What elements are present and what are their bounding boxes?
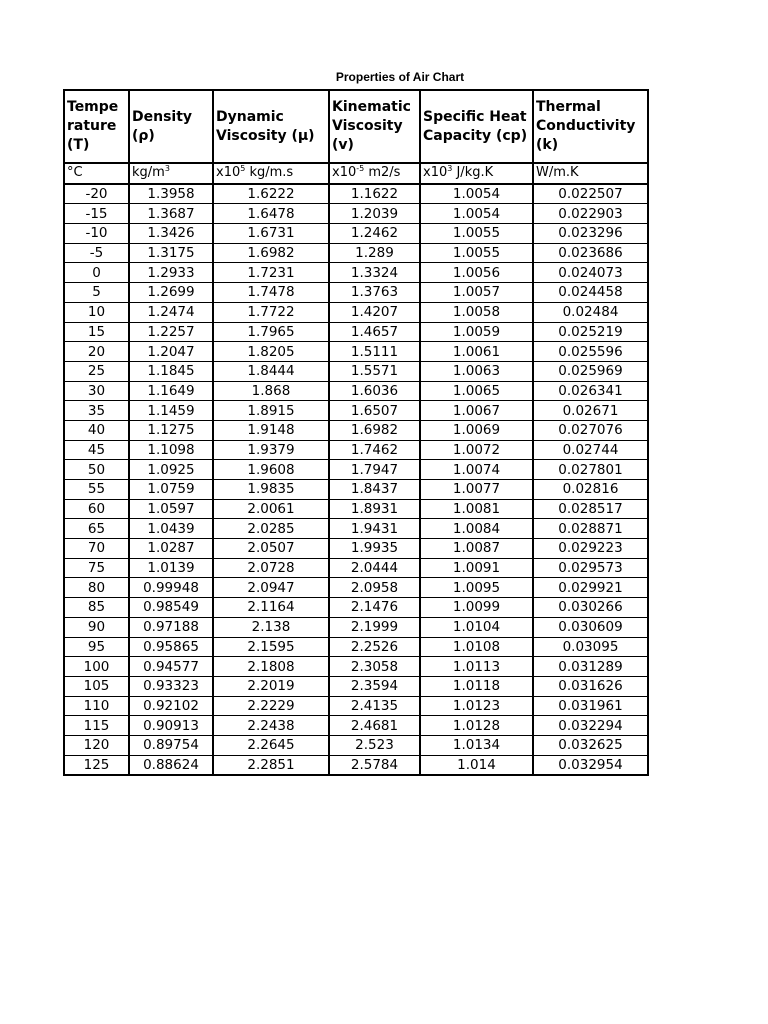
table-cell: 1.289 bbox=[329, 243, 420, 263]
table-cell: 0.029223 bbox=[533, 539, 648, 559]
table-cell: -10 bbox=[64, 224, 129, 244]
header-density: Density (ρ) bbox=[129, 90, 213, 163]
table-cell: 1.7462 bbox=[329, 440, 420, 460]
table-cell: 0.022507 bbox=[533, 184, 648, 204]
table-cell: 10 bbox=[64, 302, 129, 322]
table-row bbox=[64, 302, 648, 322]
table-cell: 0.023296 bbox=[533, 224, 648, 244]
table-cell: 45 bbox=[64, 440, 129, 460]
table-cell: 1.1845 bbox=[129, 361, 213, 381]
table-cell: 2.2526 bbox=[329, 637, 420, 657]
table-cell: 55 bbox=[64, 480, 129, 500]
table-cell: 0.95865 bbox=[129, 637, 213, 657]
table-cell: 1.868 bbox=[213, 381, 329, 401]
table-cell: 1.0067 bbox=[420, 401, 533, 421]
table-cell: 1.2462 bbox=[329, 224, 420, 244]
table-cell: 1.2047 bbox=[129, 342, 213, 362]
table-cell: 1.0056 bbox=[420, 263, 533, 283]
table-cell: 1.9148 bbox=[213, 420, 329, 440]
table-cell: 1.0139 bbox=[129, 558, 213, 578]
table-cell: 1.9835 bbox=[213, 480, 329, 500]
table-cell: 1.0925 bbox=[129, 460, 213, 480]
table-cell: 1.0087 bbox=[420, 539, 533, 559]
table-cell: 1.0072 bbox=[420, 440, 533, 460]
table-cell: 1.2474 bbox=[129, 302, 213, 322]
table-cell: 85 bbox=[64, 598, 129, 618]
table-cell: 1.0074 bbox=[420, 460, 533, 480]
table-cell: 1.6982 bbox=[213, 243, 329, 263]
table-cell: 0.025969 bbox=[533, 361, 648, 381]
table-cell: 1.0099 bbox=[420, 598, 533, 618]
table-cell: 1.0077 bbox=[420, 480, 533, 500]
table-cell: 1.4207 bbox=[329, 302, 420, 322]
table-cell: 0.030266 bbox=[533, 598, 648, 618]
table-row bbox=[64, 578, 648, 598]
table-cell: 2.0285 bbox=[213, 519, 329, 539]
table-cell: -15 bbox=[64, 204, 129, 224]
table-cell: 2.3594 bbox=[329, 676, 420, 696]
table-row bbox=[64, 499, 648, 519]
table-cell: 1.0759 bbox=[129, 480, 213, 500]
table-cell: 2.4135 bbox=[329, 696, 420, 716]
unit-cell: $x10^3$ J/kg.K bbox=[420, 163, 533, 184]
table-cell: 0.022903 bbox=[533, 204, 648, 224]
table-cell: 2.0947 bbox=[213, 578, 329, 598]
table-cell: 1.9935 bbox=[329, 539, 420, 559]
header-row bbox=[64, 90, 648, 163]
table-cell: 1.9379 bbox=[213, 440, 329, 460]
table-row bbox=[64, 440, 648, 460]
table-cell: 25 bbox=[64, 361, 129, 381]
unit-cell: $x10^5$ kg/m.s bbox=[213, 163, 329, 184]
table-row bbox=[64, 755, 648, 775]
table-cell: 1.1649 bbox=[129, 381, 213, 401]
table-cell: 15 bbox=[64, 322, 129, 342]
table-cell: 1.4657 bbox=[329, 322, 420, 342]
table-cell: 1.7478 bbox=[213, 283, 329, 303]
table-cell: 0.025596 bbox=[533, 342, 648, 362]
table-cell: 2.0061 bbox=[213, 499, 329, 519]
table-row bbox=[64, 224, 648, 244]
table-cell: 1.0055 bbox=[420, 224, 533, 244]
table-cell: 2.138 bbox=[213, 617, 329, 637]
table-cell: 1.0054 bbox=[420, 184, 533, 204]
table-cell: 2.3058 bbox=[329, 657, 420, 677]
table-cell: 0.029921 bbox=[533, 578, 648, 598]
table-cell: 0.02484 bbox=[533, 302, 648, 322]
table-cell: 0.027801 bbox=[533, 460, 648, 480]
table-cell: 0.02744 bbox=[533, 440, 648, 460]
table-cell: 0.99948 bbox=[129, 578, 213, 598]
table-cell: 2.0507 bbox=[213, 539, 329, 559]
table-cell: 2.1808 bbox=[213, 657, 329, 677]
table-cell: 0.94577 bbox=[129, 657, 213, 677]
table-row bbox=[64, 676, 648, 696]
table-row bbox=[64, 637, 648, 657]
air-properties-table bbox=[63, 89, 649, 776]
table-cell: 1.2039 bbox=[329, 204, 420, 224]
table-cell: 1.9431 bbox=[329, 519, 420, 539]
table-row bbox=[64, 204, 648, 224]
table-cell: 0.024073 bbox=[533, 263, 648, 283]
table-cell: 0.028517 bbox=[533, 499, 648, 519]
table-cell: 2.1476 bbox=[329, 598, 420, 618]
table-cell: 1.0287 bbox=[129, 539, 213, 559]
table-cell: 0 bbox=[64, 263, 129, 283]
table-cell: 100 bbox=[64, 657, 129, 677]
table-cell: -5 bbox=[64, 243, 129, 263]
table-cell: 0.02671 bbox=[533, 401, 648, 421]
table-cell: 1.014 bbox=[420, 755, 533, 775]
table-cell: 0.028871 bbox=[533, 519, 648, 539]
table-cell: 0.92102 bbox=[129, 696, 213, 716]
table-row bbox=[64, 342, 648, 362]
table-cell: 105 bbox=[64, 676, 129, 696]
table-cell: 0.032625 bbox=[533, 735, 648, 755]
table-cell: 1.0091 bbox=[420, 558, 533, 578]
table-cell: 2.5784 bbox=[329, 755, 420, 775]
table-cell: 1.0123 bbox=[420, 696, 533, 716]
table-cell: 90 bbox=[64, 617, 129, 637]
unit-cell: °C bbox=[64, 163, 129, 184]
table-cell: 0.024458 bbox=[533, 283, 648, 303]
table-row bbox=[64, 420, 648, 440]
table-cell: 1.2933 bbox=[129, 263, 213, 283]
table-row bbox=[64, 735, 648, 755]
table-cell: 1.8915 bbox=[213, 401, 329, 421]
table-cell: 35 bbox=[64, 401, 129, 421]
table-cell: 0.90913 bbox=[129, 716, 213, 736]
table-cell: 1.2257 bbox=[129, 322, 213, 342]
table-cell: 0.02816 bbox=[533, 480, 648, 500]
table-cell: 1.0069 bbox=[420, 420, 533, 440]
table-cell: 1.7947 bbox=[329, 460, 420, 480]
table-cell: 1.0061 bbox=[420, 342, 533, 362]
table-cell: 0.031626 bbox=[533, 676, 648, 696]
table-cell: 1.0057 bbox=[420, 283, 533, 303]
table-cell: 1.6478 bbox=[213, 204, 329, 224]
table-cell: 1.0104 bbox=[420, 617, 533, 637]
table-cell: 1.6036 bbox=[329, 381, 420, 401]
table-cell: 1.2699 bbox=[129, 283, 213, 303]
table-row bbox=[64, 617, 648, 637]
table-cell: 0.031289 bbox=[533, 657, 648, 677]
table-cell: 70 bbox=[64, 539, 129, 559]
table-cell: 95 bbox=[64, 637, 129, 657]
table-cell: 1.0081 bbox=[420, 499, 533, 519]
table-cell: 0.029573 bbox=[533, 558, 648, 578]
table-cell: 0.98549 bbox=[129, 598, 213, 618]
table-cell: 2.1595 bbox=[213, 637, 329, 657]
table-cell: 1.3426 bbox=[129, 224, 213, 244]
table-cell: 1.0055 bbox=[420, 243, 533, 263]
header-dynamic-viscosity: Dynamic Viscosity (µ) bbox=[213, 90, 329, 163]
table-cell: 1.9608 bbox=[213, 460, 329, 480]
unit-cell: $kg/m^3$ bbox=[129, 163, 213, 184]
table-row bbox=[64, 657, 648, 677]
table-cell: 1.8444 bbox=[213, 361, 329, 381]
table-cell: 0.88624 bbox=[129, 755, 213, 775]
unit-cell: $x10^{-5}$ m2/s bbox=[329, 163, 420, 184]
table-cell: 0.031961 bbox=[533, 696, 648, 716]
table-cell: 1.3763 bbox=[329, 283, 420, 303]
table-cell: 0.030609 bbox=[533, 617, 648, 637]
table-cell: 50 bbox=[64, 460, 129, 480]
table-cell: 1.0128 bbox=[420, 716, 533, 736]
table-cell: 1.0058 bbox=[420, 302, 533, 322]
table-cell: 1.5111 bbox=[329, 342, 420, 362]
table-cell: 1.5571 bbox=[329, 361, 420, 381]
table-row bbox=[64, 519, 648, 539]
table-cell: 1.3687 bbox=[129, 204, 213, 224]
table-cell: 65 bbox=[64, 519, 129, 539]
table-cell: 1.0597 bbox=[129, 499, 213, 519]
page-title: Properties of Air Chart bbox=[335, 70, 465, 84]
table-row bbox=[64, 283, 648, 303]
table-cell: 1.6507 bbox=[329, 401, 420, 421]
table-row bbox=[64, 696, 648, 716]
table-cell: 1.0108 bbox=[420, 637, 533, 657]
table-cell: 1.0439 bbox=[129, 519, 213, 539]
table-cell: -20 bbox=[64, 184, 129, 204]
table-row bbox=[64, 263, 648, 283]
header-kinematic-viscosity: Kinematic Viscosity (v) bbox=[329, 90, 420, 163]
table-row bbox=[64, 381, 648, 401]
table-cell: 1.0095 bbox=[420, 578, 533, 598]
table-cell: 0.97188 bbox=[129, 617, 213, 637]
table-cell: 1.1459 bbox=[129, 401, 213, 421]
table-cell: 40 bbox=[64, 420, 129, 440]
table-cell: 1.0113 bbox=[420, 657, 533, 677]
table-cell: 1.1622 bbox=[329, 184, 420, 204]
table-cell: 1.7722 bbox=[213, 302, 329, 322]
table-cell: 1.0118 bbox=[420, 676, 533, 696]
table-cell: 1.0084 bbox=[420, 519, 533, 539]
table-cell: 2.4681 bbox=[329, 716, 420, 736]
table-row bbox=[64, 184, 648, 204]
table-cell: 1.8931 bbox=[329, 499, 420, 519]
table-cell: 1.0063 bbox=[420, 361, 533, 381]
table-cell: 1.0054 bbox=[420, 204, 533, 224]
table-cell: 2.1999 bbox=[329, 617, 420, 637]
table-cell: 110 bbox=[64, 696, 129, 716]
table-cell: 1.1098 bbox=[129, 440, 213, 460]
table-cell: 1.8205 bbox=[213, 342, 329, 362]
table-row bbox=[64, 460, 648, 480]
table-cell: 1.7965 bbox=[213, 322, 329, 342]
table-row bbox=[64, 361, 648, 381]
table-cell: 0.025219 bbox=[533, 322, 648, 342]
table-cell: 2.2229 bbox=[213, 696, 329, 716]
units-row bbox=[64, 163, 648, 184]
table-cell: 80 bbox=[64, 578, 129, 598]
table-cell: 1.0059 bbox=[420, 322, 533, 342]
table-cell: 0.03095 bbox=[533, 637, 648, 657]
table-row bbox=[64, 598, 648, 618]
table-cell: 60 bbox=[64, 499, 129, 519]
table-cell: 2.2851 bbox=[213, 755, 329, 775]
unit-cell: W/m.K bbox=[533, 163, 648, 184]
table-cell: 20 bbox=[64, 342, 129, 362]
table-cell: 5 bbox=[64, 283, 129, 303]
table-cell: 1.0065 bbox=[420, 381, 533, 401]
table-cell: 115 bbox=[64, 716, 129, 736]
header-temperature: Tempe rature (T) bbox=[64, 90, 129, 163]
table-row bbox=[64, 243, 648, 263]
table-row bbox=[64, 539, 648, 559]
table-cell: 125 bbox=[64, 755, 129, 775]
table-cell: 2.0958 bbox=[329, 578, 420, 598]
table-cell: 0.032954 bbox=[533, 755, 648, 775]
table-cell: 1.6982 bbox=[329, 420, 420, 440]
table-cell: 120 bbox=[64, 735, 129, 755]
table-cell: 30 bbox=[64, 381, 129, 401]
table-cell: 2.2645 bbox=[213, 735, 329, 755]
table-cell: 1.6731 bbox=[213, 224, 329, 244]
table-cell: 2.2438 bbox=[213, 716, 329, 736]
table-cell: 1.0134 bbox=[420, 735, 533, 755]
header-specific-heat: Specific Heat Capacity (cp) bbox=[420, 90, 533, 163]
table-cell: 2.1164 bbox=[213, 598, 329, 618]
table-cell: 0.032294 bbox=[533, 716, 648, 736]
table-cell: 0.89754 bbox=[129, 735, 213, 755]
table-cell: 75 bbox=[64, 558, 129, 578]
table-cell: 2.2019 bbox=[213, 676, 329, 696]
table-cell: 0.93323 bbox=[129, 676, 213, 696]
table-cell: 0.027076 bbox=[533, 420, 648, 440]
table-row bbox=[64, 480, 648, 500]
table-cell: 0.023686 bbox=[533, 243, 648, 263]
table-row bbox=[64, 558, 648, 578]
table-cell: 1.7231 bbox=[213, 263, 329, 283]
table-row bbox=[64, 716, 648, 736]
table-cell: 1.3958 bbox=[129, 184, 213, 204]
table-cell: 1.3324 bbox=[329, 263, 420, 283]
table-cell: 2.0444 bbox=[329, 558, 420, 578]
table-cell: 1.6222 bbox=[213, 184, 329, 204]
table-cell: 2.523 bbox=[329, 735, 420, 755]
table-row bbox=[64, 322, 648, 342]
table-cell: 1.1275 bbox=[129, 420, 213, 440]
table-cell: 1.8437 bbox=[329, 480, 420, 500]
header-thermal-conductivity: Thermal Conductivity (k) bbox=[533, 90, 648, 163]
table-cell: 2.0728 bbox=[213, 558, 329, 578]
table-row bbox=[64, 401, 648, 421]
table-cell: 0.026341 bbox=[533, 381, 648, 401]
table-cell: 1.3175 bbox=[129, 243, 213, 263]
